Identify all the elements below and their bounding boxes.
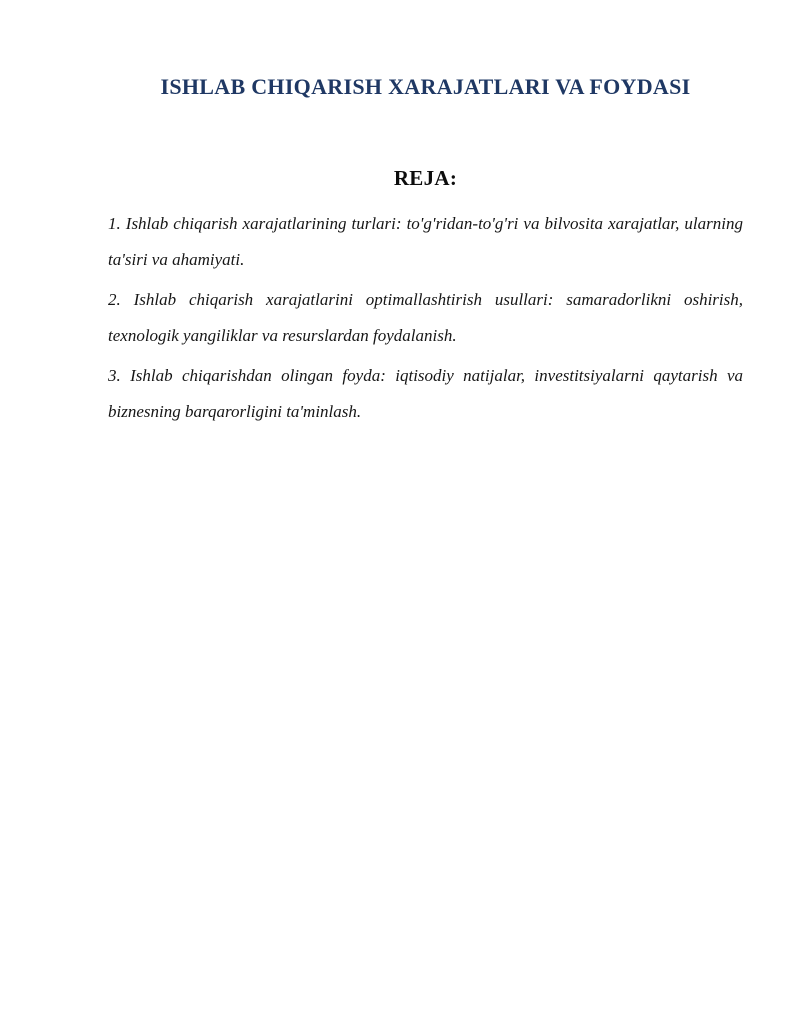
section-heading-reja: REJA: xyxy=(393,166,458,190)
plan-item-2: 2. Ishlab chiqarish xarajatlarini optimallashtirish usullari: samaradorlikni oshirish, texnologik yangiliklar va resurslardan foydalanish. xyxy=(108,290,743,345)
plan-item-1: 1. Ishlab chiqarish xarajatlarining turlari: to'g'ridan-to'g'ri va bilvosita xarajatlar, ularning ta'siri va ahamiyati. xyxy=(108,214,743,269)
document-title: ISHLAB CHIQARISH XARAJATLARI VA FOYDASI xyxy=(160,74,691,99)
plan-item-3: 3. Ishlab chiqarishdan olingan foyda: iqtisodiy natijalar, investitsiyalarni qaytarish va biznesning barqarorligini ta'minlash. xyxy=(108,366,743,421)
